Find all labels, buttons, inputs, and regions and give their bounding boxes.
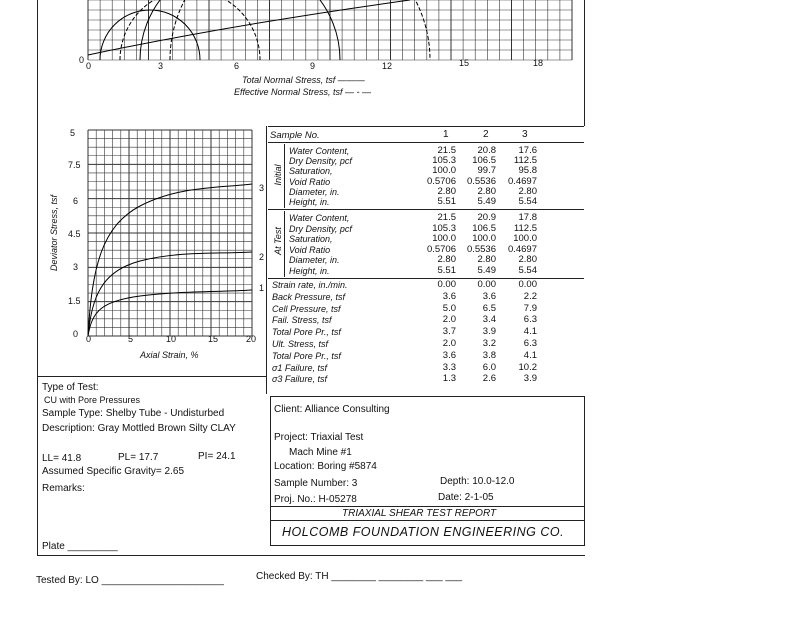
stress-strain-ylabel: Deviator Stress, tsf	[49, 194, 59, 272]
other-row-value-3: 6.3	[523, 338, 537, 349]
ss-y-tick-5: 5	[70, 128, 76, 138]
at-test-row-value-2: 100.0	[472, 233, 496, 244]
project: Project: Triaxial Test	[274, 432, 364, 443]
initial-section-divider	[284, 144, 285, 208]
table-header-sample-no: Sample No.	[270, 130, 320, 141]
initial-row-value-1: 105.3	[432, 155, 456, 167]
at-test-row-label: Void Ratio	[289, 244, 331, 255]
other-row-value-1: 2.0	[442, 338, 456, 349]
ss-y-tick-3: 3	[73, 262, 79, 272]
other-row-value-2: 6.0	[482, 361, 496, 373]
initial-row-value-1: 5.51	[437, 196, 456, 207]
other-row-value-2: 0.00	[477, 279, 496, 290]
other-row-value-2: 2.6	[482, 373, 496, 385]
initial-row-value-3: 95.8	[518, 165, 537, 177]
other-row-label: Total Pore Pr., tsf	[272, 327, 341, 338]
ss-x-tick-15: 15	[208, 334, 219, 344]
at-test-row-value-1: 0.5706	[426, 243, 456, 255]
at-test-row-value-3: 112.5	[513, 222, 537, 234]
other-row-label: Fail. Stress, tsf	[272, 315, 332, 326]
other-row-label: σ1 Failure, tsf	[272, 362, 327, 373]
at-test-row-value-2: 106.5	[472, 222, 496, 234]
top-x-tick-15: 15	[459, 58, 470, 68]
at-test-row-value-3: 0.4697	[507, 243, 537, 255]
other-row-value-1: 2.0	[442, 314, 456, 326]
at-test-row-value-3: 5.54	[518, 264, 537, 276]
stress-strain-xlabel: Axial Strain, %	[140, 350, 199, 360]
other-row-label: Strain rate, in./min.	[272, 280, 348, 290]
other-row-value-3: 2.2	[523, 290, 537, 302]
at-test-row-value-1: 100.0	[432, 233, 456, 244]
page-left-border	[37, 0, 38, 556]
other-row-value-1: 3.6	[442, 290, 456, 302]
other-row-value-2: 6.5	[482, 302, 496, 314]
initial-row-label: Water Content,	[289, 146, 350, 156]
table-top-line	[268, 126, 584, 127]
table-header-line	[268, 142, 584, 143]
top-x-tick-18: 18	[533, 58, 544, 68]
table-col-1: 1	[443, 129, 449, 140]
initial-row-value-3: 17.6	[518, 145, 537, 156]
ss-x-tick-0: 0	[86, 334, 92, 344]
initial-row-value-2: 0.5536	[466, 175, 496, 187]
other-row-value-3: 4.1	[523, 349, 537, 361]
initial-row-value-1: 2.80	[437, 185, 456, 197]
at-test-row-label: Height, in.	[289, 265, 330, 276]
top-x-tick-3: 3	[158, 61, 164, 71]
project-line-2: Mach Mine #1	[289, 447, 352, 458]
other-row-value-1: 0.00	[437, 279, 456, 290]
initial-row-value-3: 2.80	[518, 185, 537, 197]
other-row-value-1: 3.3	[442, 361, 456, 373]
initial-row-value-2: 20.8	[477, 145, 496, 156]
report-title: TRIAXIAL SHEAR TEST REPORT	[342, 508, 497, 519]
initial-row-label: Saturation,	[289, 166, 333, 177]
table-col-3: 3	[522, 129, 528, 140]
left-info-top-line	[38, 376, 266, 377]
at-test-row-value-1: 21.5	[437, 212, 456, 223]
date: Date: 2-1-05	[438, 492, 494, 503]
initial-row-value-2: 5.49	[477, 196, 496, 207]
chart-right-divider	[266, 126, 267, 394]
top-x-tick-0: 0	[86, 61, 92, 71]
other-row-value-3: 0.00	[518, 279, 537, 290]
other-row-value-1: 5.0	[442, 302, 456, 314]
ss-x-tick-10: 10	[166, 334, 177, 344]
stress-strain-chart	[80, 126, 260, 342]
ss-y-tick-7.5: 7.5	[68, 160, 81, 170]
location: Location: Boring #5874	[274, 461, 377, 472]
initial-row-value-3: 112.5	[513, 155, 537, 167]
initial-section-label: Initial	[273, 164, 283, 186]
initial-row-value-3: 5.54	[518, 196, 537, 207]
initial-row-value-2: 2.80	[477, 185, 496, 197]
plastic-limit: PL= 17.7	[118, 452, 159, 463]
other-row-value-3: 6.3	[523, 314, 537, 326]
company-top-line	[270, 520, 585, 521]
other-row-value-1: 3.6	[442, 349, 456, 361]
other-row-label: σ3 Failure, tsf	[272, 374, 327, 385]
other-row-value-2: 3.8	[482, 349, 496, 361]
type-of-test-value: CU with Pore Pressures	[44, 395, 141, 405]
at-test-row-value-2: 2.80	[477, 254, 496, 265]
page-bottom-border	[37, 555, 585, 556]
ss-x-tick-20: 20	[246, 334, 257, 344]
initial-row-value-2: 106.5	[472, 155, 496, 167]
report-title-line	[270, 506, 585, 507]
ss-y-tick-6: 6	[73, 196, 79, 206]
initial-row-value-1: 100.0	[432, 165, 456, 177]
other-row-value-2: 3.2	[482, 338, 496, 349]
at-test-row-label: Saturation,	[289, 234, 333, 244]
at-test-row-value-3: 2.80	[518, 254, 537, 265]
description: Description: Gray Mottled Brown Silty CLAY	[42, 423, 236, 434]
at-test-row-value-3: 100.0	[513, 233, 537, 244]
ss-y-tick-1.5: 1.5	[68, 296, 81, 306]
at-test-row-value-2: 20.9	[477, 212, 496, 223]
initial-row-value-2: 99.7	[477, 165, 496, 177]
other-row-value-3: 4.1	[523, 326, 537, 338]
at-test-row-label: Dry Density, pcf	[289, 223, 352, 234]
ss-x-tick-5: 5	[128, 334, 134, 344]
curve-label-2: 2	[259, 252, 265, 262]
table-col-2: 2	[483, 129, 489, 140]
other-row-label: Cell Pressure, tsf	[272, 303, 341, 314]
top-x-tick-9: 9	[310, 61, 316, 71]
at-test-row-value-2: 0.5536	[466, 243, 496, 255]
at-test-section-label: At Test	[273, 227, 283, 255]
specific-gravity: Assumed Specific Gravity= 2.65	[42, 466, 185, 477]
top-x-tick-12: 12	[382, 61, 393, 71]
other-row-label: Total Pore Pr., tsf	[272, 350, 341, 361]
other-row-label: Back Pressure, tsf	[272, 291, 346, 302]
ss-y-tick-0: 0	[73, 329, 79, 339]
initial-bottom-line	[268, 209, 584, 210]
mohr-circle-chart	[80, 0, 580, 72]
at-test-row-value-1: 105.3	[432, 222, 456, 234]
curve-label-1: 1	[259, 283, 265, 293]
other-row-value-2: 3.9	[482, 326, 496, 338]
at-test-row-value-3: 17.8	[518, 212, 537, 223]
at-test-row-label: Diameter, in.	[289, 255, 340, 265]
plate-label: Plate _________	[42, 541, 118, 552]
client: Client: Alliance Consulting	[274, 404, 390, 415]
at-test-row-value-1: 5.51	[437, 264, 456, 276]
other-row-label: Ult. Stress, tsf	[272, 339, 329, 349]
other-row-value-2: 3.6	[482, 290, 496, 302]
other-row-value-1: 3.7	[442, 326, 456, 338]
ss-y-tick-4.5: 4.5	[68, 229, 81, 239]
checked-by: Checked By: TH ________ ________ ___ ___	[256, 571, 463, 582]
at-test-section-divider	[284, 211, 285, 277]
other-row-value-2: 3.4	[482, 314, 496, 326]
company-name: HOLCOMB FOUNDATION ENGINEERING CO.	[282, 525, 565, 539]
sample-type: Sample Type: Shelby Tube - Undisturbed	[42, 408, 225, 419]
initial-row-value-1: 0.5706	[426, 175, 456, 187]
at-test-row-value-1: 2.80	[437, 254, 456, 265]
other-row-value-3: 10.2	[518, 361, 537, 373]
top-x-tick-6: 6	[234, 61, 240, 71]
proj-no: Proj. No.: H-05278	[274, 494, 357, 505]
at-test-row-label: Water Content,	[289, 213, 350, 223]
legend-effective-normal-stress: Effective Normal Stress, tsf — - —	[234, 87, 372, 97]
tested-by: Tested By: LO ______________________	[36, 575, 224, 586]
depth: Depth: 10.0-12.0	[440, 476, 515, 487]
top-y-origin: 0	[79, 55, 85, 65]
initial-row-label: Dry Density, pcf	[289, 156, 352, 167]
plasticity-index: PI= 24.1	[198, 451, 236, 462]
initial-row-label: Diameter, in.	[289, 186, 340, 197]
legend-total-normal-stress: Total Normal Stress, tsf ———	[242, 75, 365, 85]
other-row-value-1: 1.3	[442, 373, 456, 385]
other-row-value-3: 3.9	[523, 373, 537, 385]
initial-row-value-3: 0.4697	[507, 175, 537, 187]
sample-number: Sample Number: 3	[274, 478, 358, 489]
page-right-border	[584, 0, 585, 126]
type-of-test-label: Type of Test:	[42, 382, 99, 393]
initial-row-label: Height, in.	[289, 197, 330, 207]
at-test-row-value-2: 5.49	[477, 264, 496, 276]
initial-row-value-1: 21.5	[437, 145, 456, 156]
other-row-value-3: 7.9	[523, 302, 537, 314]
liquid-limit: LL= 41.8	[42, 453, 82, 464]
curve-label-3: 3	[259, 183, 265, 193]
remarks: Remarks:	[42, 483, 85, 494]
initial-row-label: Void Ratio	[289, 176, 331, 187]
